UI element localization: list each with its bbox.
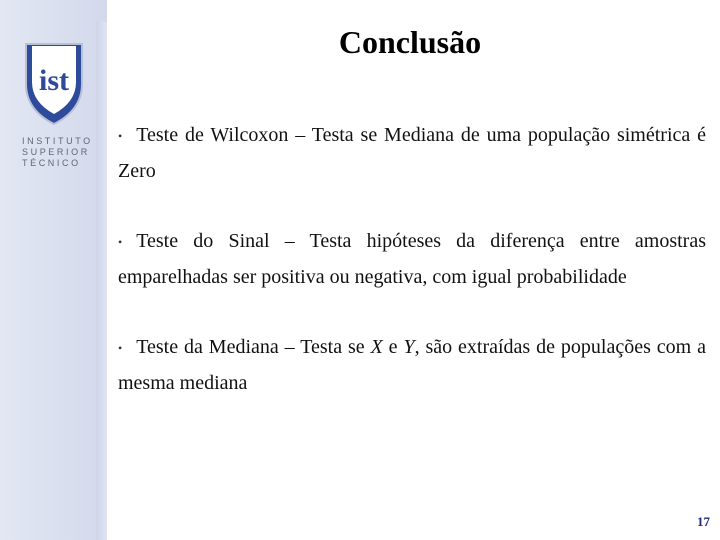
variable-y: Y: [403, 335, 415, 358]
bullet-icon: •: [118, 128, 123, 143]
ist-logo-icon: [22, 40, 86, 126]
logo-line-2: SUPERIOR: [22, 147, 90, 157]
logo-wordmark: [22, 136, 93, 169]
logo-emblem-text: ist: [39, 64, 69, 97]
variable-x: X: [370, 335, 383, 358]
slide-title: Conclusão: [338, 24, 482, 60]
bullet-icon: •: [118, 234, 123, 249]
bullet-text: Teste de Wilcoxon – Testa se Mediana de uma população simétrica é Zero: [118, 124, 706, 182]
bullet-list: [118, 118, 706, 401]
logo-line-1: INSTITUTO: [22, 136, 93, 146]
sidebar-edge: [96, 22, 107, 540]
bullet-text-before: Teste da Mediana – Testa se: [136, 335, 371, 358]
bullet-text-mid: e: [382, 335, 404, 358]
bullet-text: Teste do Sinal – Testa hipóteses da diferença entre amostras emparelhadas ser positiva ou negativa, com igual probabilidade: [118, 229, 706, 288]
logo-line-3: TÉCNICO: [22, 158, 81, 168]
bullet-item-sinal: [118, 224, 706, 295]
bullet-item-mediana: [118, 330, 706, 401]
page-number: 17: [697, 514, 710, 529]
bullet-text-after: , são extraídas de populações com a mesma mediana: [118, 335, 706, 394]
bullet-icon: •: [118, 340, 123, 355]
bullet-item-wilcoxon: [118, 118, 706, 189]
